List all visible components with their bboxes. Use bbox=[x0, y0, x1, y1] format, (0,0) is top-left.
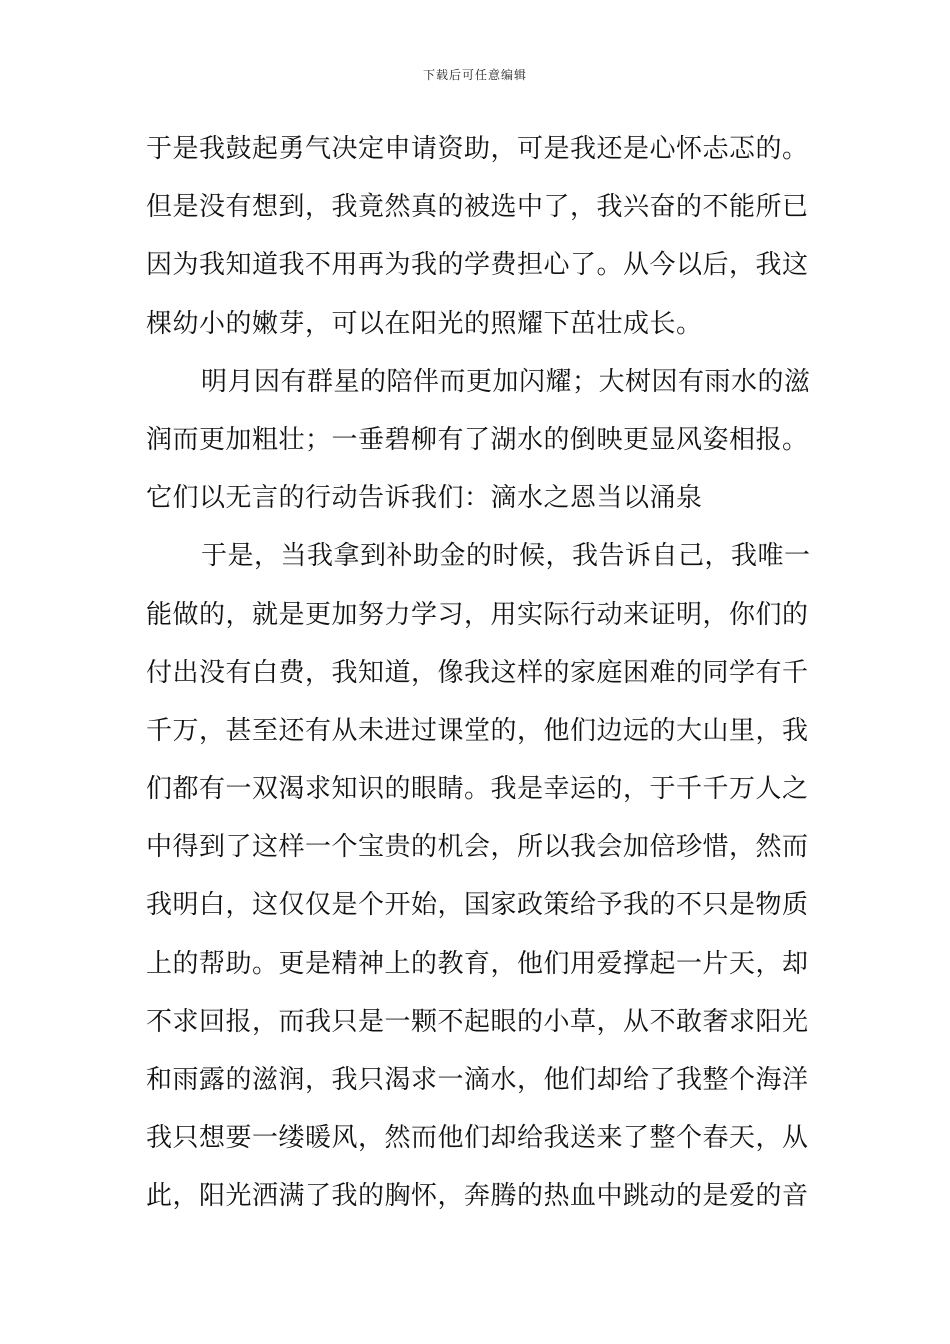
text-line: 因为我知道我不用再为我的学费担心了。从今以后，我这 bbox=[146, 250, 809, 281]
text-line: 能做的，就是更加努力学习，用实际行动来证明，你们的 bbox=[146, 599, 809, 630]
text-line: 千万，甚至还有从未进过课堂的，他们边远的大山里，我 bbox=[146, 715, 809, 746]
text-line: 润而更加粗壮；一垂碧柳有了湖水的倒映更显风姿相报。 bbox=[146, 424, 809, 455]
text-line: 们都有一双渴求知识的眼睛。我是幸运的，于千千万人之 bbox=[146, 774, 809, 805]
text-line: 和雨露的滋润，我只渴求一滴水，他们却给了我整个海洋 bbox=[146, 1065, 809, 1095]
text-line: 我只想要一缕暖风，然而他们却给我送来了整个春天，从 bbox=[146, 1123, 809, 1154]
text-line: 但是没有想到，我竟然真的被选中了，我兴奋的不能所已 bbox=[146, 192, 809, 223]
text-line: 我明白，这仅仅是个开始，国家政策给予我的不只是物质 bbox=[146, 890, 809, 921]
text-line: 于是我鼓起勇气决定申请资助，可是我还是心怀忐忑的。 bbox=[146, 134, 809, 164]
text-line: 不求回报，而我只是一颗不起眼的小草，从不敢奢求阳光 bbox=[146, 1006, 809, 1037]
paragraph-start-line: 明月因有群星的陪伴而更加闪耀；大树因有雨水的滋 bbox=[201, 366, 811, 397]
document-body bbox=[146, 127, 811, 1233]
text-line: 此，阳光洒满了我的胸怀，奔腾的热血中跳动的是爱的音 bbox=[146, 1181, 809, 1212]
text-line: 它们以无言的行动告诉我们：滴水之恩当以涌泉 bbox=[146, 483, 703, 514]
text-line: 中得到了这样一个宝贵的机会，所以我会加倍珍惜，然而 bbox=[146, 832, 809, 863]
text-line: 上的帮助。更是精神上的教育，他们用爱撑起一片天，却 bbox=[146, 948, 809, 979]
text-line: 棵幼小的嫩芽，可以在阳光的照耀下茁壮成长。 bbox=[146, 308, 703, 339]
text-line: 付出没有白费，我知道，像我这样的家庭困难的同学有千 bbox=[146, 657, 809, 688]
page-header: 下载后可任意编辑 bbox=[422, 68, 527, 82]
paragraph-start-line: 于是，当我拿到补助金的时候，我告诉自己，我唯一 bbox=[201, 541, 811, 572]
